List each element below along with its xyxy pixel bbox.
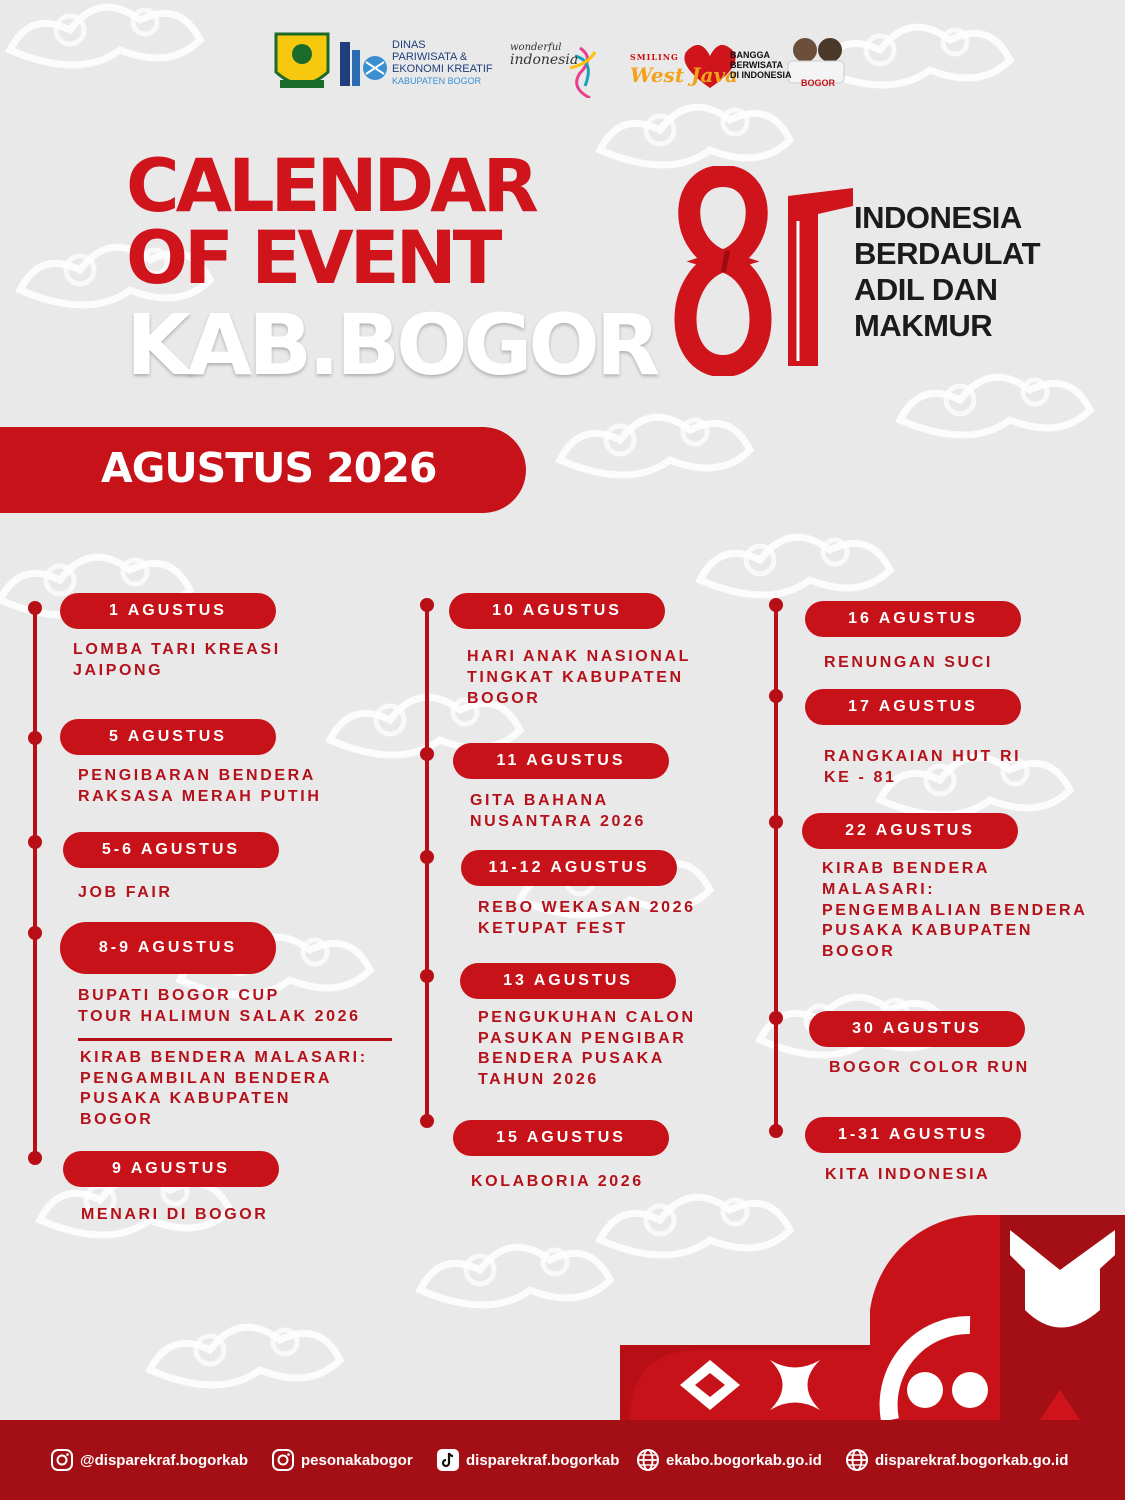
dinas-line: PARIWISATA & <box>392 51 468 63</box>
event-line: GITA BAHANA <box>470 792 609 809</box>
date-pill: 13 AGUSTUS <box>460 963 676 999</box>
event-line: BENDERA PUSAKA <box>478 1050 665 1067</box>
event-title <box>467 646 691 709</box>
event-title <box>78 985 361 1027</box>
event-line: TAHUN 2026 <box>478 1070 599 1088</box>
kabupaten-bogor-emblem-icon <box>276 34 328 88</box>
timeline-dot <box>769 1011 783 1025</box>
event-title <box>81 1204 268 1225</box>
event-line: RANGKAIAN HUT RI <box>824 748 1022 765</box>
timeline-dot <box>28 731 42 745</box>
footer-social-item[interactable] <box>436 1446 619 1474</box>
date-pill: 8-9 AGUSTUS <box>60 922 276 974</box>
event-line: KIRAB BENDERA MALASARI: <box>80 1049 368 1066</box>
timeline-line-col1 <box>33 608 37 1160</box>
bangga-line: DI INDONESIA <box>730 70 792 80</box>
event-title <box>822 859 1087 963</box>
footer-social-item[interactable] <box>50 1446 248 1474</box>
dinas-sub: KABUPATEN BOGOR <box>392 76 482 86</box>
event-line: TINGKAT KABUPATEN <box>467 669 684 686</box>
bangga-line: BERWISATA <box>730 60 783 70</box>
event-line: NUSANTARA 2026 <box>470 813 646 830</box>
officials-badge-icon <box>788 38 844 83</box>
tagline-line: MAKMUR <box>854 308 993 343</box>
event-title <box>80 1048 368 1130</box>
date-pill: 5-6 AGUSTUS <box>63 832 279 868</box>
event-title <box>73 639 281 681</box>
date-pill: 16 AGUSTUS <box>805 601 1021 637</box>
date-pill: 22 AGUSTUS <box>802 813 1018 849</box>
event-line: JOB FAIR <box>78 884 173 901</box>
wonderful-main: indonesia <box>510 52 579 68</box>
event-title <box>824 652 993 673</box>
footer-social-text: pesonakabogor <box>301 1451 413 1469</box>
event-line: PENGIBARAN BENDERA <box>78 767 316 784</box>
west-java-logo <box>630 48 739 87</box>
event-line: BOGOR <box>80 1110 154 1128</box>
timeline-line-col2 <box>425 605 429 1123</box>
event-title <box>78 882 173 903</box>
dinas-line: DINAS <box>392 39 426 51</box>
timeline-line-col3 <box>774 605 778 1130</box>
timeline-dot <box>28 601 42 615</box>
event-title <box>471 1171 644 1192</box>
event-line: PENGAMBILAN BENDERA <box>80 1069 333 1087</box>
event-line: BOGOR <box>467 690 541 707</box>
date-pill: 1 AGUSTUS <box>60 593 276 629</box>
event-line: PASUKAN PENGIBAR <box>478 1029 687 1047</box>
date-pill: 15 AGUSTUS <box>453 1120 669 1156</box>
footer-social-text: disparekraf.bogorkab.go.id <box>875 1451 1069 1469</box>
date-pill: 9 AGUSTUS <box>63 1151 279 1187</box>
anniversary-tagline <box>854 200 1040 344</box>
timeline-dot <box>28 926 42 940</box>
dinas-line: EKONOMI KREATIF <box>392 63 493 75</box>
instagram-icon <box>271 1448 295 1472</box>
event-divider <box>78 1038 392 1041</box>
event-line: KE - 81 <box>824 769 897 786</box>
event-title <box>825 1164 990 1185</box>
west-java-main: West Java <box>630 63 739 87</box>
tiktok-icon <box>436 1448 460 1472</box>
date-pill: 11-12 AGUSTUS <box>461 850 677 886</box>
timeline-dot <box>420 1114 434 1128</box>
tagline-line: INDONESIA <box>854 200 1022 235</box>
event-line: BOGOR COLOR RUN <box>829 1059 1030 1076</box>
tagline-line: BERDAULAT <box>854 236 1041 271</box>
event-line: REBO WEKASAN 2026 <box>478 899 696 916</box>
bogor-badge-text: BOGOR <box>800 78 835 88</box>
month-title: AGUSTUS 2026 <box>101 444 437 492</box>
timeline-dot <box>420 747 434 761</box>
bangga-berwisata-logo <box>730 50 792 80</box>
event-title <box>470 790 646 832</box>
timeline-dot <box>28 1151 42 1165</box>
dinas-logo-text <box>392 39 493 87</box>
footer-social-item[interactable] <box>636 1446 822 1474</box>
timeline-dot <box>420 969 434 983</box>
timeline-dot <box>28 835 42 849</box>
footer-social-item[interactable] <box>271 1446 413 1474</box>
event-line: LOMBA TARI KREASI <box>73 641 281 658</box>
event-line: PUSAKA KABUPATEN <box>822 922 1034 940</box>
event-title <box>478 1008 696 1090</box>
date-pill: 10 AGUSTUS <box>449 593 665 629</box>
event-line: BUPATI BOGOR CUP <box>78 987 280 1004</box>
dinas-pariwisata-logo-icon <box>340 42 387 86</box>
date-pill: 5 AGUSTUS <box>60 719 276 755</box>
globe-icon <box>845 1448 869 1472</box>
instagram-icon <box>50 1448 74 1472</box>
title-line-2: OF EVENT <box>126 216 499 301</box>
timeline-dot <box>769 1124 783 1138</box>
timeline-dot <box>420 850 434 864</box>
event-title <box>78 765 321 807</box>
tagline-line: ADIL DAN <box>854 272 998 307</box>
timeline-dot <box>769 815 783 829</box>
event-line: TOUR HALIMUN SALAK 2026 <box>78 1008 361 1025</box>
timeline-dot <box>769 689 783 703</box>
event-title <box>824 746 1021 788</box>
event-title <box>829 1057 1030 1078</box>
event-line: KOLABORIA 2026 <box>471 1173 644 1190</box>
footer-social-item[interactable] <box>845 1446 1068 1474</box>
event-line: HARI ANAK NASIONAL <box>467 648 691 665</box>
event-line: PENGEMBALIAN BENDERA <box>822 901 1088 919</box>
event-line: KETUPAT FEST <box>478 920 628 937</box>
event-title <box>478 897 696 939</box>
footer-social-text: ekabo.bogorkab.go.id <box>666 1451 822 1469</box>
event-line: KITA INDONESIA <box>825 1166 991 1183</box>
date-pill: 11 AGUSTUS <box>453 743 669 779</box>
date-pill: 17 AGUSTUS <box>805 689 1021 725</box>
wonderful-small: wonderful <box>510 42 562 53</box>
date-pill: 30 AGUSTUS <box>809 1011 1025 1047</box>
footer-social-text: disparekraf.bogorkab <box>466 1451 620 1469</box>
event-line: MALASARI: <box>822 880 936 898</box>
footer-social-text: @disparekraf.bogorkab <box>80 1451 249 1469</box>
west-java-small: SMILING <box>630 52 679 62</box>
event-line: JAIPONG <box>73 662 164 679</box>
event-line: PUSAKA KABUPATEN <box>80 1090 292 1107</box>
bangga-line: BANGGA <box>730 50 770 60</box>
decorative-ornament-icon <box>620 1215 1125 1420</box>
event-line: MENARI DI BOGOR <box>81 1206 269 1223</box>
event-line: RENUNGAN SUCI <box>824 654 993 671</box>
hut-81-logo-icon <box>668 166 858 376</box>
wonderful-indonesia-logo <box>510 42 579 68</box>
event-line: PENGUKUHAN CALON <box>478 1009 696 1026</box>
globe-icon <box>636 1448 660 1472</box>
event-line: BOGOR <box>822 943 896 961</box>
date-pill: 1-31 AGUSTUS <box>805 1117 1021 1153</box>
timeline-dot <box>420 598 434 612</box>
event-line: KIRAB BENDERA <box>822 860 991 877</box>
title-line-3: KAB.BOGOR <box>126 296 657 394</box>
title-line-1: CALENDAR <box>126 144 535 229</box>
timeline-dot <box>769 598 783 612</box>
event-line: RAKSASA MERAH PUTIH <box>78 788 322 805</box>
